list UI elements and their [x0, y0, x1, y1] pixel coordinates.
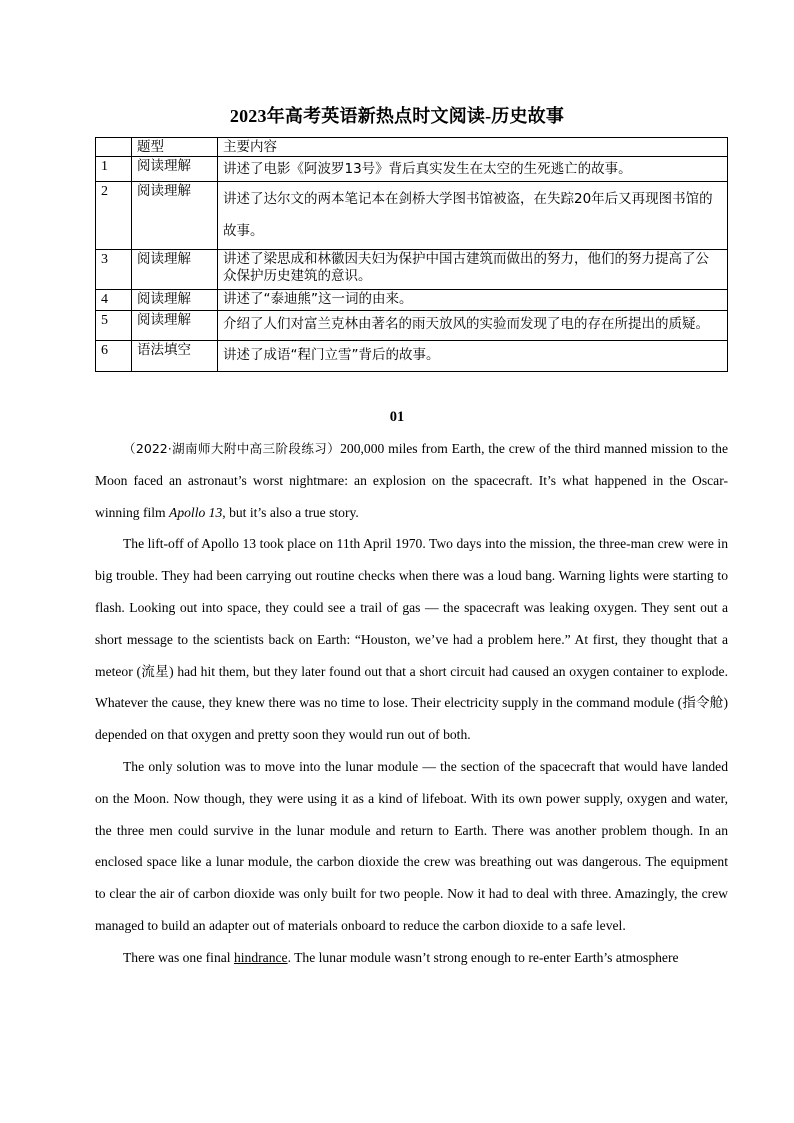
row-number: 3 — [96, 250, 132, 290]
row-number: 2 — [96, 182, 132, 250]
table-row — [96, 290, 728, 311]
row-type: 阅读理解 — [132, 157, 218, 182]
page-title: 2023年高考英语新热点时文阅读-历史故事 — [229, 106, 565, 126]
paragraph: The only solution was to move into the lunar module — the section of the spacecraft that would have landed on the Moon. Now though, they were using it as a kind of lifeboat. With its own power supply, oxygen and water, the three men could survive in the lunar module and return to Earth. There was another problem though. In an enclosed space like a lunar module, the carbon dioxide the crew was breathing out was dangerous. The equipment to clear the air of carbon dioxide was only built for two people. Now it had to deal with three. Amazingly, the crew managed to build an adapter out of materials onboard to reduce the carbon dioxide to a safe level. — [95, 758, 728, 933]
underlined-word: hindrance — [233, 949, 288, 965]
paragraph — [95, 942, 728, 974]
row-number: 5 — [96, 311, 132, 341]
table-row — [96, 182, 728, 250]
paragraph-text: There was one final — [123, 949, 234, 965]
paragraph: The lift-off of Apollo 13 took place on 11th April 1970. Two days into the mission, the three-man crew were in big trouble. They had been carrying out routine checks when there was a loud bang. Warning lights were starting to flash. Looking out into space, they could see a trail of gas — the spacecraft was leaking oxygen. They sent out a short message to the scientists back on Earth: “Houston, we’ve had a problem here.” At first, they thought that a meteor (流星) had hit them, but they later found out that a short circuit had caused an oxygen container to explode. Whatever the cause, they knew there was no time to lose. Their electricity supply in the command module (指令舱) depended on that oxygen and pretty soon they would run out of both. — [95, 536, 728, 743]
row-content: 讲述了达尔文的两本笔记本在剑桥大学图书馆被盗，在失踪20年后又再现图书馆的故事。 — [218, 182, 728, 250]
table-row — [96, 311, 728, 341]
summary-table — [95, 137, 728, 372]
row-content: 讲述了电影《阿波罗13号》背后真实发生在太空的生死逃亡的故事。 — [218, 157, 728, 182]
table-header-type: 题型 — [132, 138, 218, 157]
row-content: 讲述了成语“程门立雪”背后的故事。 — [218, 341, 728, 372]
table-row — [96, 250, 728, 290]
table-header-row — [96, 138, 728, 157]
section-number: 01 — [389, 409, 405, 425]
table-row — [96, 157, 728, 182]
table-row — [96, 341, 728, 372]
row-type: 阅读理解 — [132, 182, 218, 250]
article-body — [95, 433, 728, 974]
row-content: 讲述了梁思成和林徽因夫妇为保护中国古建筑而做出的努力，他们的努力提高了公众保护历史建筑的意识。 — [218, 250, 728, 290]
paragraph-text: . The lunar module wasn’t strong enough to re-enter Earth’s atmosphere — [287, 949, 679, 965]
row-content: 讲述了“泰迪熊”这一词的由来。 — [218, 290, 728, 311]
table-header-content: 主要内容 — [218, 138, 728, 157]
row-type: 语法填空 — [132, 341, 218, 372]
row-type: 阅读理解 — [132, 250, 218, 290]
table-header-num — [96, 138, 132, 157]
film-title: Apollo 13 — [169, 504, 223, 520]
row-number: 4 — [96, 290, 132, 311]
row-number: 1 — [96, 157, 132, 182]
row-content: 介绍了人们对富兰克林由著名的雨天放风的实验而发现了电的存在所提出的质疑。 — [218, 311, 728, 341]
paragraph-text: , but it’s also a true story. — [222, 504, 359, 520]
row-type: 阅读理解 — [132, 290, 218, 311]
paragraph-text: 200,000 miles from Earth, the crew of the third manned mission to the Moon faced an astronaut’s worst nightmare: an explosion on the spacecraft. It’s what happened in the Oscar-winning film — [95, 441, 728, 520]
row-type: 阅读理解 — [132, 311, 218, 341]
row-number: 6 — [96, 341, 132, 372]
paragraph — [95, 433, 728, 528]
source-label: （2022·湖南师大附中高三阶段练习） — [123, 441, 341, 456]
